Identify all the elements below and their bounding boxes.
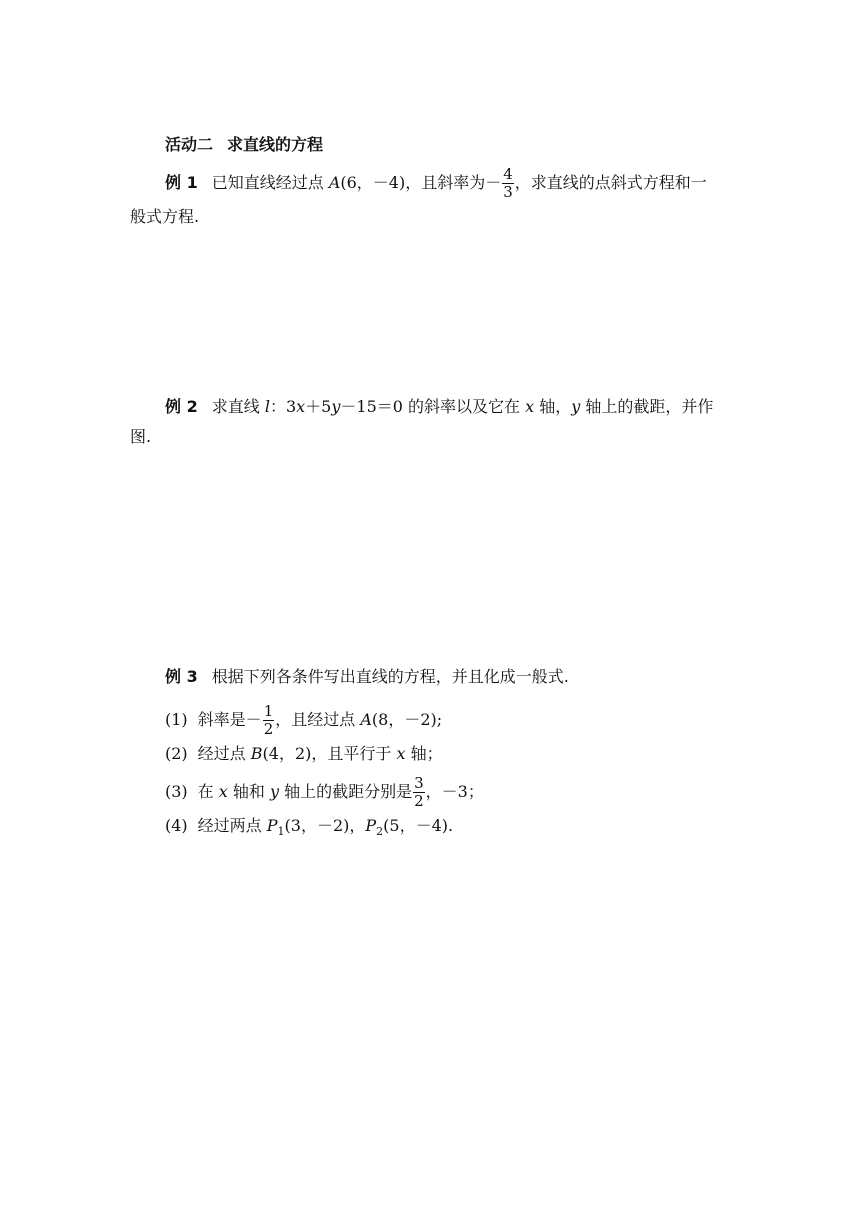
example-3-item-2: [165, 743, 443, 765]
item-number: (2): [165, 744, 188, 763]
example-3-item-1: [165, 703, 442, 738]
example-2-text: 轴，: [534, 397, 572, 416]
axis-x: x: [396, 744, 406, 763]
fraction-numerator: 3: [414, 774, 424, 792]
intercept-fraction: [413, 775, 425, 810]
point-b: B: [250, 744, 263, 763]
item-text: 轴上的截距分别是: [279, 782, 413, 801]
item-text: 经过点: [197, 744, 251, 763]
item-text: 在: [197, 782, 219, 801]
example-2-text: ：3: [269, 397, 297, 416]
point-p2: P: [365, 816, 377, 835]
example-2-label: 例 2: [165, 397, 198, 416]
example-2-text: 轴上的截距，并作: [580, 397, 714, 416]
item-text: ，且经过点: [275, 710, 361, 729]
item-text: (4，2)，且平行于: [262, 744, 397, 763]
subscript: 1: [277, 825, 285, 838]
example-1-label: 例 1: [165, 173, 198, 192]
fraction-numerator: 4: [503, 165, 513, 183]
axis-x: x: [218, 782, 228, 801]
axis-y: y: [269, 782, 280, 801]
point-a: A: [360, 710, 372, 729]
fraction-numerator: 1: [263, 702, 274, 720]
example-1-text: (6，－4)，且斜率为－: [340, 173, 502, 192]
example-3-intro: [165, 666, 569, 688]
example-2-line-1: [165, 396, 713, 418]
point-a: A: [328, 173, 341, 192]
section-title: 求直线的方程: [227, 135, 324, 154]
fraction-denominator: 3: [503, 183, 513, 201]
example-2-text: ＋5: [305, 397, 332, 416]
example-1-text: ，求直线的点斜式方程和一: [514, 173, 707, 192]
example-2-text: 图.: [130, 427, 152, 446]
example-1-line-1: [165, 166, 707, 201]
point-p1: P: [266, 816, 278, 835]
line-l: l: [264, 397, 270, 416]
section-label: 活动二: [165, 135, 214, 154]
example-3-item-3: [165, 775, 484, 810]
slope-fraction: [502, 166, 514, 201]
variable-y: y: [331, 397, 341, 416]
item-text: (5，－4).: [383, 816, 454, 835]
variable-x: x: [296, 397, 306, 416]
axis-x: x: [525, 397, 535, 416]
item-text: 轴和: [227, 782, 270, 801]
example-1-text: 般式方程.: [130, 207, 200, 226]
subscript: 2: [376, 825, 384, 838]
example-3-label: 例 3: [165, 667, 198, 686]
example-1-line-2: [130, 206, 199, 228]
item-text: (8，－2);: [371, 710, 443, 729]
section-heading: [165, 134, 323, 156]
example-2-text: －15＝0 的斜率以及它在: [340, 397, 526, 416]
example-3-item-4: [165, 815, 453, 839]
item-text: 经过两点: [197, 816, 267, 835]
item-text: (3，－2)，: [284, 816, 366, 835]
fraction-denominator: 2: [263, 720, 274, 738]
example-3-text: 根据下列各条件写出直线的方程，并且化成一般式.: [211, 667, 569, 686]
item-text: ，－3；: [425, 782, 484, 801]
example-2-line-2: [130, 426, 151, 448]
item-text: 斜率是－: [197, 710, 262, 729]
slope-fraction: [263, 703, 275, 738]
item-number: (4): [165, 816, 188, 835]
fraction-denominator: 2: [414, 792, 424, 810]
example-2-text: 求直线: [211, 397, 265, 416]
axis-y: y: [571, 397, 581, 416]
item-number: (3): [165, 782, 188, 801]
example-1-text: 已知直线经过点: [211, 173, 329, 192]
item-number: (1): [165, 710, 188, 729]
item-text: 轴；: [405, 744, 443, 763]
